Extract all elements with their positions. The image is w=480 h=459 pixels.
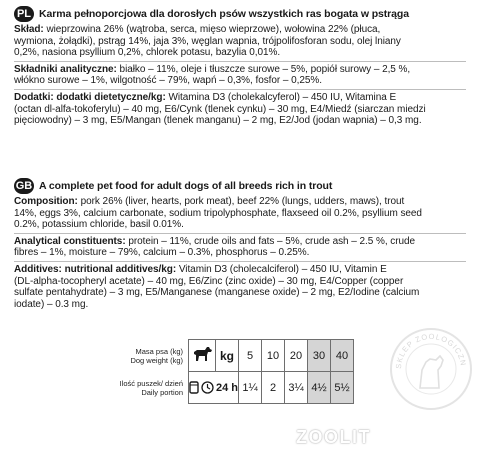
pl-sklad-block — [14, 24, 466, 59]
portion-unit-cell — [189, 372, 239, 404]
dosage-table — [113, 339, 365, 403]
portion-cell: 4½ — [308, 372, 331, 404]
pl-dodatki-text: (octan dl-alfa-tokoferylu) – 40 mg, E6/Cynk (tlenek cynku) – 30 mg, E4/Miedź (siarczan miedzi — [14, 103, 426, 115]
pl-heading — [14, 6, 466, 22]
weight-unit-cell: kg — [216, 340, 239, 372]
dosage-weight-label: Masa psa (kg) Dog weight (kg) — [130, 346, 183, 365]
gb-additives-text: Vitamin D3 (cholecalciferol) – 450 IU, Vitamin E — [176, 263, 387, 275]
portion-cell: 3¼ — [285, 372, 308, 404]
gb-title: A complete pet food for adult dogs of all breeds rich in trout — [39, 180, 333, 192]
gb-additives-text: (DL-alpha-tocopheryl acetate) – 40 mg, E6/Zinc (zinc oxide) – 30 mg, E4/Copper (copper — [14, 275, 404, 287]
gb-composition-text: 14%, eggs 3%, calcium carbonate, sodium tripolyphosphate, flaxseed oil 0.2%, psyllium seed — [14, 207, 422, 219]
portion-cell: 1¼ — [239, 372, 262, 404]
pl-language-badge: PL — [14, 6, 34, 22]
pl-sklad-text: wymiona, żołądki), pstrąg 14%, jaja 3%, węglan wapnia, trójpolifosforan sodu, olej lniany — [14, 35, 401, 47]
gb-analytical-text: fibres – 1%, moisture – 79%, calcium – 0.3%, phosphorus – 0.25%. — [14, 247, 310, 259]
gb-composition-text: pork 26% (liver, hearts, pork meat), beef 22% (lungs, udders, maws), trout — [77, 196, 405, 207]
divider — [14, 61, 466, 62]
stamp-text: SKLEP ZOOLOGICZN — [393, 331, 468, 370]
gb-language-badge: GB — [15, 180, 33, 192]
dosage-portion-row — [113, 372, 354, 404]
dosage-weight-row — [113, 340, 354, 372]
can-icon — [189, 381, 199, 394]
weight-cell: 20 — [285, 340, 308, 372]
zoolit-logo: ZOOLIT — [296, 427, 371, 447]
portion-cell: 5½ — [331, 372, 354, 404]
pl-section — [14, 6, 466, 127]
pl-analityczne-label: Składniki analityczne: — [14, 63, 117, 75]
gb-additives-text: iodate) – 0.3 mg. — [14, 298, 89, 310]
svg-text:SKLEP ZOOLOGICZNY — [388, 326, 468, 369]
gb-additives-block — [14, 264, 466, 310]
pl-analityczne-text: włókno surowe – 1%, wilgotność – 79%, wapń – 0,3%, fosfor – 0,25%. — [14, 75, 322, 87]
weight-cell: 30 — [308, 340, 331, 372]
weight-cell: 5 — [239, 340, 262, 372]
clock-icon — [201, 381, 214, 394]
portion-unit-label: 24 h — [216, 381, 239, 394]
divider — [14, 233, 466, 234]
weight-cell: 40 — [331, 340, 354, 372]
gb-additives-text: sulfate pentahydrate) – 3 mg, E5/Manganese (manganese oxide) – 2 mg, E2/Iodine (calcium — [14, 287, 420, 299]
pl-dodatki-text: pięciowodny) – 3 mg, E5/Mangan (tlenek manganu) – 2 mg, E2/Jod (jodan wapnia) – 0,3 mg. — [14, 115, 422, 127]
portion-cell: 2 — [262, 372, 285, 404]
weight-cell: 10 — [262, 340, 285, 372]
gb-section — [14, 178, 466, 310]
pl-dodatki-text: Witamina D3 (cholekalcyferol) – 450 IU, Witamina E — [165, 91, 397, 103]
pl-dodatki-label: Dodatki: dodatki dietetyczne/kg: — [14, 91, 166, 103]
gb-heading — [14, 178, 466, 194]
dog-icon — [189, 340, 216, 372]
divider — [14, 261, 466, 262]
pl-title: Karma pełnoporcjowa dla dorosłych psów wszystkich ras bogata w pstrąga — [39, 8, 409, 20]
pl-sklad-text: 0,2%, nasiona psyllium 0,2%, chlorek potasu, bazylia 0,01%. — [14, 47, 281, 59]
gb-composition-block — [14, 196, 466, 231]
pl-sklad-label: Skład: — [14, 24, 44, 35]
dosage-portion-label: Ilość puszek/ dzień Daily portion — [119, 378, 183, 397]
gb-analytical-text: protein – 11%, crude oils and fats – 5%, crude ash – 2.5 %, crude — [125, 235, 416, 247]
pl-dodatki-block — [14, 92, 466, 127]
pl-analityczne-text: białko – 11%, oleje i tłuszcze surowe – 5%, popiół surowy – 2,5 %, — [116, 63, 411, 75]
pl-analityczne-block — [14, 64, 466, 87]
gb-analytical-block — [14, 236, 466, 259]
gb-additives-label: Additives: nutritional additives/kg: — [14, 263, 177, 275]
gb-composition-label: Composition: — [14, 196, 78, 207]
gb-analytical-label: Analytical constituents: — [14, 235, 126, 247]
divider — [14, 89, 466, 90]
dog-stamp-icon — [388, 326, 474, 417]
gb-composition-text: 0.2%, potassium chloride, basil 0.01%. — [14, 219, 184, 231]
pl-sklad-text: wieprzowina 26% (wątroba, serca, mięso wieprzowe), wołowina 22% (płuca, — [43, 24, 381, 35]
